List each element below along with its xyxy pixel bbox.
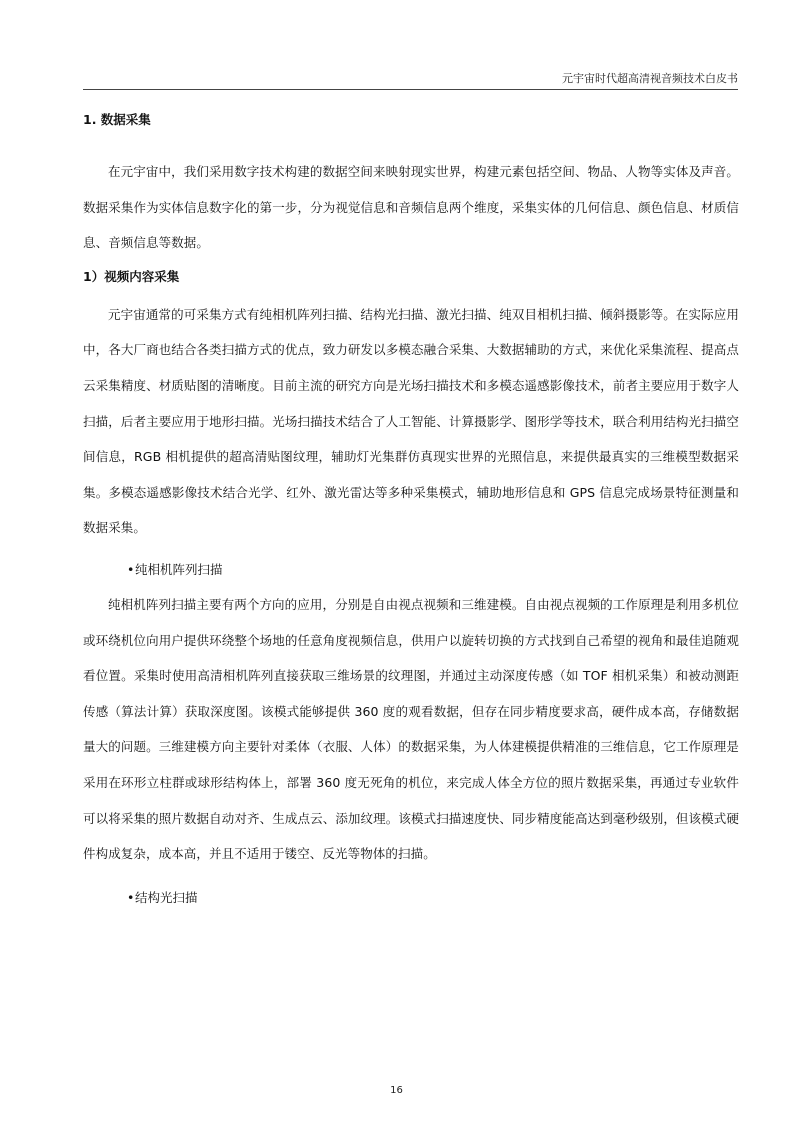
page-body <box>83 96 739 915</box>
page-number: 16 <box>390 1085 403 1096</box>
section-intro-paragraph: 在元宇宙中，我们采用数字技术构建的数据空间来映射现实世界，构建元素包括空间、物品、人物等实体及声音。数据采集作为实体信息数字化的第一步，分为视觉信息和音频信息两个维度，采集实体的几何信息、颜色信息、材质信息、音频信息等数据。 <box>83 164 739 251</box>
header-divider <box>83 89 738 90</box>
bullet-dot: • <box>127 889 135 905</box>
bullet-dot: • <box>127 561 135 577</box>
section-heading: 1. 数据采集 <box>83 112 151 127</box>
running-header: 元宇宙时代超高清视音频技术白皮书 <box>562 72 738 85</box>
camera-array-paragraph: 纯相机阵列扫描主要有两个方向的应用，分别是自由视点视频和三维建模。自由视点视频的工作原理是利用多机位或环绕机位向用户提供环绕整个场地的任意角度视频信息，供用户以旋转切换的方式找到自己希望的视角和最佳追随观看位置。采集时使用高清相机阵列直接获取三维场景的纹理图，并通过主动深度传感（如 TOF 相机采集）和被动测距传感（算法计算）获取深度图。该模式能够提供 360 度的观看数据，但存在同步精度要求高，硬件成本高，存储数据量大的问题。三维建模方向主要针对柔体（衣服、人体）的数据采集，为人体建模提供精准的三维信息，它工作原理是采用在环形立柱群或球形结构体上，部署 360 度无死角的机位，来完成人体全方位的照片数据采集，再通过专业软件可以将采集的照片数据自动对齐、生成点云、添加纹理。该模式扫描速度快、同步精度能高达到毫秒级别，但该模式硬件构成复杂，成本高，并且不适用于镂空、反光等物体的扫描。 <box>83 596 739 862</box>
bullet-label: 纯相机阵列扫描 <box>135 561 223 577</box>
subsection-paragraph: 元宇宙通常的可采集方式有纯相机阵列扫描、结构光扫描、激光扫描、纯双目相机扫描、倾斜摄影等。在实际应用中，各大厂商也结合各类扫描方式的优点，致力研发以多模态融合采集、大数据辅助的方式，来优化采集流程、提高点云采集精度、材质贴图的清晰度。目前主流的研究方向是光场扫描技术和多模态遥感影像技术，前者主要应用于数字人扫描，后者主要应用于地形扫描。光场扫描技术结合了人工智能、计算摄影学、图形学等技术，联合利用结构光扫描空间信息，RGB 相机提供的超高清贴图纹理，辅助灯光集群仿真现实世界的光照信息，来提供最真实的三维模型数据采集。多模态遥感影像技术结合光学、红外、激光雷达等多种采集模式，辅助地形信息和 GPS 信息完成场景特征测量和数据采集。 <box>83 306 739 536</box>
bullet-label: 结构光扫描 <box>135 889 198 905</box>
subsection-heading: 1）视频内容采集 <box>83 268 180 284</box>
bullet-item-structured-light <box>83 880 739 915</box>
bullet-item-camera-array <box>83 552 739 587</box>
